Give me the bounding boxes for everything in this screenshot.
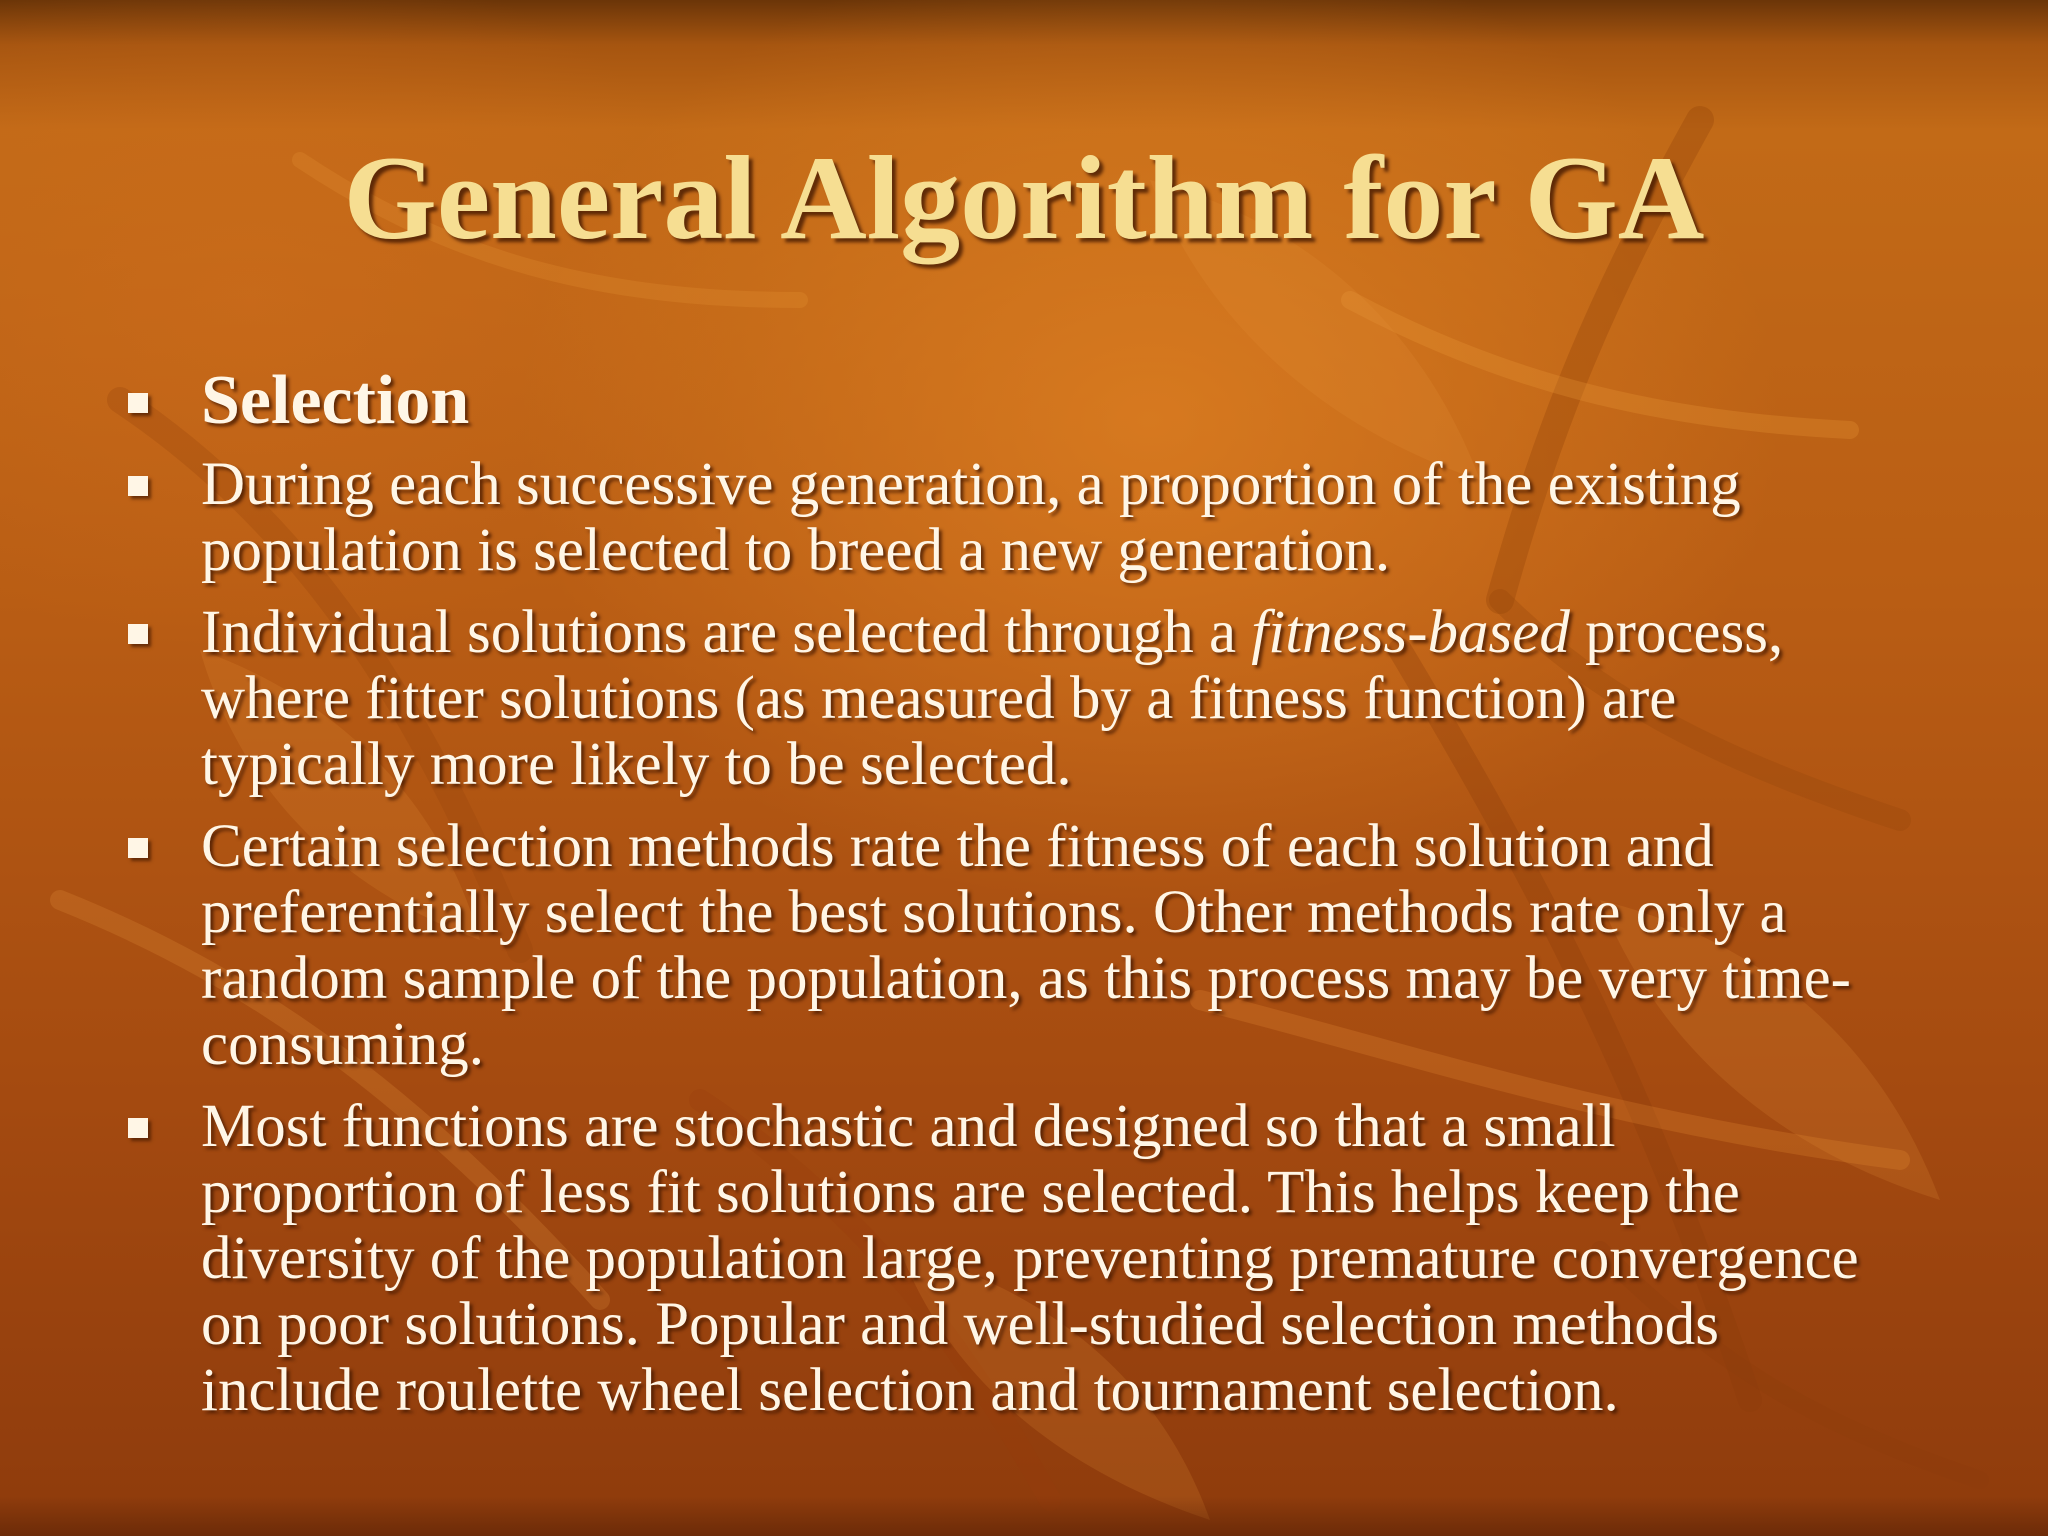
bullet-text-after: process, where fitter solutions (as measured by a fitness function) are typically more likely to be selected.	[201, 599, 1784, 798]
bullet-text: During each successive generation, a proportion of the existing population is selected to breed a new generation.	[201, 451, 1741, 584]
bullet-text: Selection	[201, 362, 470, 439]
square-bullet-icon	[128, 838, 148, 858]
square-bullet-icon	[128, 393, 148, 413]
bullet-text-before: Individual solutions are selected through a	[201, 599, 1252, 666]
bullet-item-generation	[120, 452, 1940, 584]
square-bullet-icon	[128, 1118, 148, 1138]
bullet-item-selection-methods	[120, 814, 1940, 1078]
bullet-text: Certain selection methods rate the fitness of each solution and preferentially select the best solutions. Other methods rate only a random sample of the population, as this process may be very time-consuming.	[201, 813, 1851, 1078]
bullet-item-stochastic	[120, 1094, 1940, 1424]
bottom-shade	[0, 1496, 2048, 1536]
bullet-list	[120, 362, 1940, 1440]
bullet-text	[201, 600, 1881, 798]
slide-title: General Algorithm for GA	[343, 131, 1705, 264]
square-bullet-icon	[128, 624, 148, 644]
square-bullet-icon	[128, 476, 148, 496]
bullet-item-selection	[120, 362, 1940, 440]
bullet-text: Most functions are stochastic and designed so that a small proportion of less fit solutions are selected. This helps keep the diversity of the population large, preventing premature convergence on poor solutions. Popular and well-studied selection methods include roulette wheel selection and tournament selection.	[201, 1093, 1859, 1424]
bullet-item-fitness-based	[120, 600, 1940, 798]
bullet-text-emphasis: fitness-based	[1251, 599, 1570, 666]
